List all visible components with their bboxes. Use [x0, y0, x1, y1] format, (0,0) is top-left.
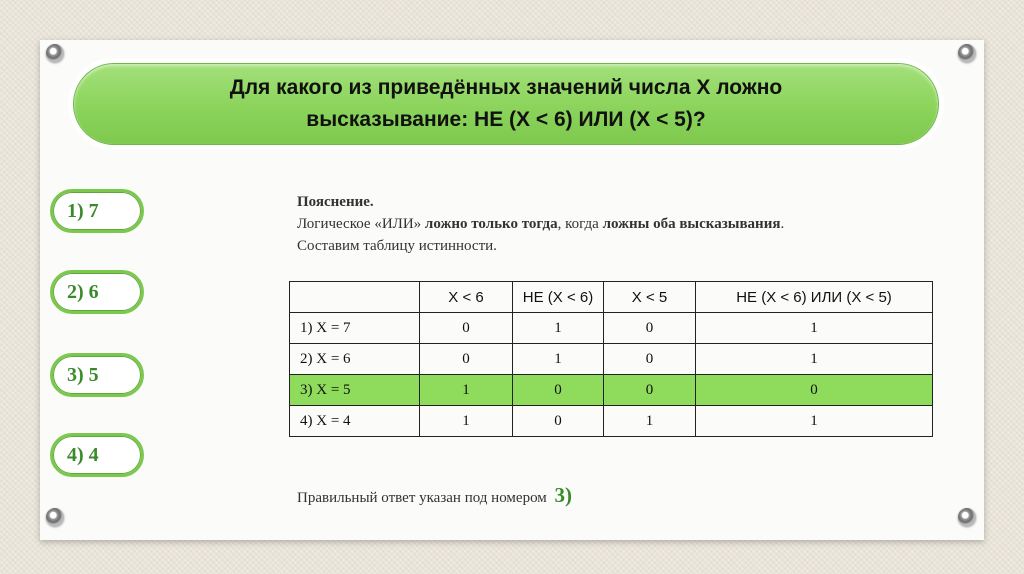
answer-number: 3) [554, 483, 573, 507]
table-cell: 3) X = 5 [290, 375, 420, 406]
table-cell: 1 [420, 406, 513, 437]
table-cell: 0 [604, 344, 696, 375]
option-3-button[interactable]: 3) 5 [50, 353, 144, 397]
table-cell: 0 [604, 375, 696, 406]
answer-text: Правильный ответ указан под номером [297, 490, 547, 506]
question-banner-fill [74, 64, 938, 144]
table-cell: 1 [604, 406, 696, 437]
table-cell: 0 [604, 313, 696, 344]
explanation-title: Пояснение. [297, 194, 374, 210]
table-row [290, 313, 933, 344]
explanation [297, 191, 937, 257]
pin-bottom-right-icon [958, 508, 976, 526]
table-cell: 1 [513, 313, 604, 344]
table-cell: 4) X = 4 [290, 406, 420, 437]
table-cell: 1 [420, 375, 513, 406]
option-2-button[interactable]: 2) 6 [50, 270, 144, 314]
truth-table [289, 281, 933, 437]
table-cell: 1) X = 7 [290, 313, 420, 344]
explanation-line-1: Логическое «ИЛИ» ложно только тогда, когда ложны оба высказывания. [297, 216, 785, 232]
pin-top-right-icon [958, 44, 976, 62]
table-row-highlighted [290, 375, 933, 406]
table-header-cell: НЕ (X < 6) [513, 282, 604, 313]
table-header-cell: X < 6 [420, 282, 513, 313]
table-cell: 1 [696, 406, 933, 437]
table-cell: 2) X = 6 [290, 344, 420, 375]
table-header-cell: X < 5 [604, 282, 696, 313]
question-banner [68, 58, 944, 150]
table-cell: 0 [513, 406, 604, 437]
explanation-line-2: Составим таблицу истинности. [297, 238, 497, 254]
table-row [290, 344, 933, 375]
question-line-1: Для какого из приведённых значений числа X ложно [229, 76, 783, 99]
question-text [230, 72, 783, 136]
table-cell: 0 [420, 344, 513, 375]
table-cell: 1 [696, 344, 933, 375]
table-header-row [290, 282, 933, 313]
pin-bottom-left-icon [46, 508, 64, 526]
answer-line [297, 483, 572, 508]
table-cell: 0 [513, 375, 604, 406]
table-cell: 0 [420, 313, 513, 344]
question-line-2: высказывание: НЕ (X < 6) ИЛИ (X < 5)? [306, 108, 706, 131]
option-1-button[interactable]: 1) 7 [50, 189, 144, 233]
table-cell: 1 [696, 313, 933, 344]
table-cell: 0 [696, 375, 933, 406]
option-4-button[interactable]: 4) 4 [50, 433, 144, 477]
pin-top-left-icon [46, 44, 64, 62]
table-row [290, 406, 933, 437]
table-header-cell: НЕ (X < 6) ИЛИ (X < 5) [696, 282, 933, 313]
table-cell: 1 [513, 344, 604, 375]
table-header-cell [290, 282, 420, 313]
